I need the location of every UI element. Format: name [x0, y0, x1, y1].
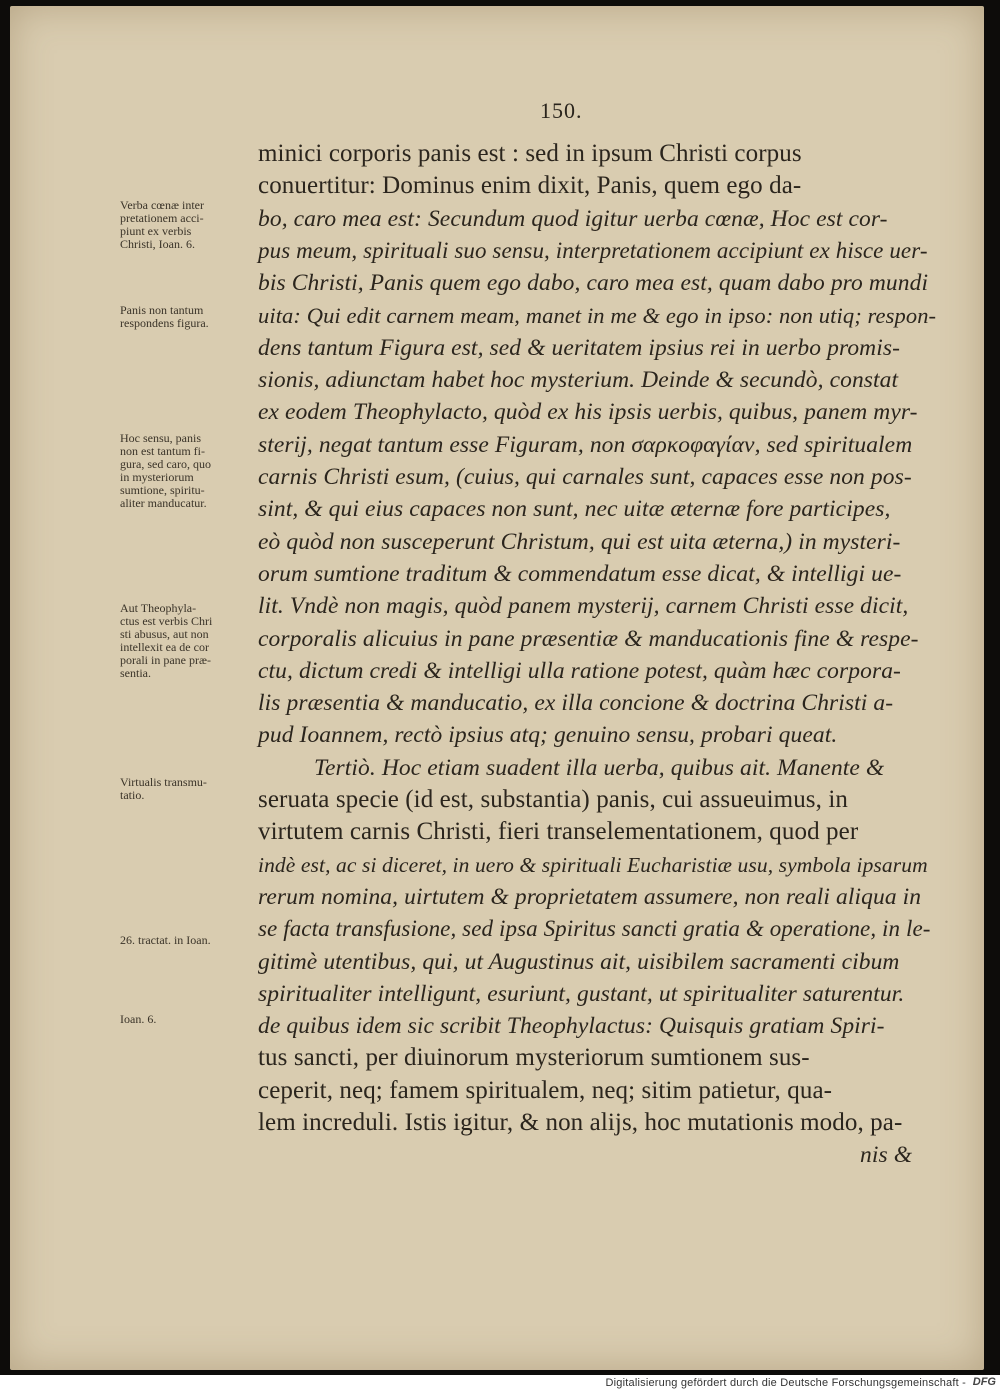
text-line: ex eodem Theophylacto, quòd ex his ipsis uerbis, quibus, panem myr-: [258, 399, 918, 426]
footer-credit: Digitalisierung gefördert durch die Deutsche Forschungsgemeinschaft -: [605, 1377, 966, 1389]
text-line: pud Ioannem, rectò ipsius atq; genuino sensu, probari queat.: [258, 722, 838, 749]
margin-note-line: aliter manducatur.: [120, 496, 207, 510]
margin-note: [120, 776, 258, 802]
text-line: lis præsentia & manducatio, ex illa concione & doctrina Christi a-: [258, 690, 894, 717]
text-line: virtutem carnis Christi, fieri transelementationem, quod per: [258, 818, 859, 846]
text-line: seruata specie (id est, substantia) panis, cui assueuimus, in: [258, 786, 848, 813]
margin-note-line: gura, sed caro, quo: [120, 457, 211, 471]
text-line: lit. Vndè non magis, quòd panem mysterij, carnem Christi esse dicit,: [258, 593, 909, 620]
text-line: ceperit, neq; famem spiritualem, neq; sitim patietur, qua-: [258, 1076, 833, 1104]
text-line: uita: Qui edit carnem meam, manet in me & ego in ipso: non utiq; respon-: [258, 302, 937, 328]
text-line: conuertitur: Dominus enim dixit, Panis, quem ego da-: [258, 172, 802, 200]
dfg-logo: DFG: [972, 1376, 996, 1388]
text-line: spiritualiter intelligunt, esuriunt, gustant, ut spiritualiter saturentur.: [258, 980, 905, 1007]
text-line: tus sancti, per diuinorum mysteriorum sumtionem sus-: [258, 1044, 810, 1072]
margin-note: [120, 1013, 258, 1026]
margin-note-line: non est tantum fi-: [120, 444, 205, 458]
text-line: orum sumtione traditum & commendatum esse dicat, & intelligi ue-: [258, 560, 902, 587]
margin-note-line: respondens figura.: [120, 316, 209, 330]
margin-note-line: piunt ex verbis: [120, 224, 192, 238]
text-line: de quibus idem sic scribit Theophylactus: Quisquis gratiam Spiri-: [258, 1013, 885, 1040]
margin-note-line: Ioan. 6.: [120, 1012, 157, 1026]
margin-note-line: sentia.: [120, 666, 151, 680]
margin-note-line: Virtualis transmu-: [120, 775, 207, 789]
footer-bar: [0, 1375, 1000, 1395]
text-line: ctu, dictum credi & intelligi ulla ratione potest, quàm hæc corpora-: [258, 657, 901, 684]
text-line: bo, caro mea est: Secundum quod igitur uerba cœnæ, Hoc est cor-: [258, 205, 888, 232]
margin-note-line: sti abusus, aut non: [120, 627, 209, 641]
text-line: se facta transfusione, sed ipsa Spiritus sancti gratia & operatione, in le-: [258, 916, 931, 942]
margin-note-line: Christi, Ioan. 6.: [120, 237, 195, 251]
text-line: minici corporis panis est : sed in ipsum Christi corpus: [258, 140, 802, 167]
text-line: carnis Christi esum, (cuius, qui carnales sunt, capaces esse non pos-: [258, 464, 912, 490]
text-line: dens tantum Figura est, sed & ueritatem ipsius rei in uerbo promis-: [258, 334, 901, 361]
margin-note: [120, 432, 258, 510]
margin-note-line: 26. tractat. in Ioan.: [120, 933, 211, 947]
margin-note: [120, 304, 258, 330]
text-line: sint, & qui eius capaces non sunt, nec uitæ æternæ fore participes,: [258, 496, 891, 523]
text-line: bis Christi, Panis quem ego dabo, caro mea est, quam dabo pro mundi: [258, 270, 929, 297]
margin-note: [120, 199, 258, 251]
text-line: sterij, negat tantum esse Figuram, non σαρκοφαγίαν, sed spiritualem: [258, 431, 913, 458]
margin-note-line: Hoc sensu, panis: [120, 431, 201, 445]
text-line: gitimè utentibus, qui, ut Augustinus ait, uisibilem sacramenti cibum: [258, 948, 900, 975]
margin-note-line: intellexit ea de cor: [120, 640, 209, 654]
text-line: nis &: [860, 1142, 913, 1169]
text-line: sionis, adiunctam habet hoc mysterium. Deinde & secundò, constat: [258, 367, 899, 394]
margin-note-line: tatio.: [120, 788, 145, 802]
margin-note-line: porali in pane præ-: [120, 653, 211, 667]
page-number: 150.: [540, 98, 583, 123]
text-line: lem increduli. Istis igitur, & non alijs, hoc mutationis modo, pa-: [258, 1109, 903, 1136]
text-line: indè est, ac si diceret, in uero & spirituali Eucharistiæ usu, symbola ipsarum: [258, 852, 928, 877]
margin-note-line: in mysteriorum: [120, 470, 194, 484]
margin-note-line: Panis non tantum: [120, 303, 204, 317]
margin-note: [120, 934, 258, 947]
text-line: eò quòd non susceperunt Christum, qui est uita æterna,) in mysteri-: [258, 528, 901, 555]
text-line: Tertiò. Hoc etiam suadent illa uerba, quibus ait. Manente &: [314, 754, 885, 781]
margin-note-line: pretationem acci-: [120, 211, 204, 225]
margin-note-line: Aut Theophyla-: [120, 601, 197, 615]
text-line: pus meum, spirituali suo sensu, interpretationem accipiunt ex hisce uer-: [258, 237, 928, 263]
text-line: rerum nomina, uirtutem & proprietatem assumere, non reali aliqua in: [258, 883, 922, 910]
book-page: [10, 6, 984, 1370]
margin-note-line: ctus est verbis Chri: [120, 614, 213, 628]
margin-note-line: Verba cœnæ inter: [120, 198, 204, 212]
text-line: corporalis alicuius in pane præsentiæ & manducationis fine & respe-: [258, 625, 919, 652]
margin-note: [120, 602, 258, 680]
margin-note-line: sumtione, spiritu-: [120, 483, 205, 497]
